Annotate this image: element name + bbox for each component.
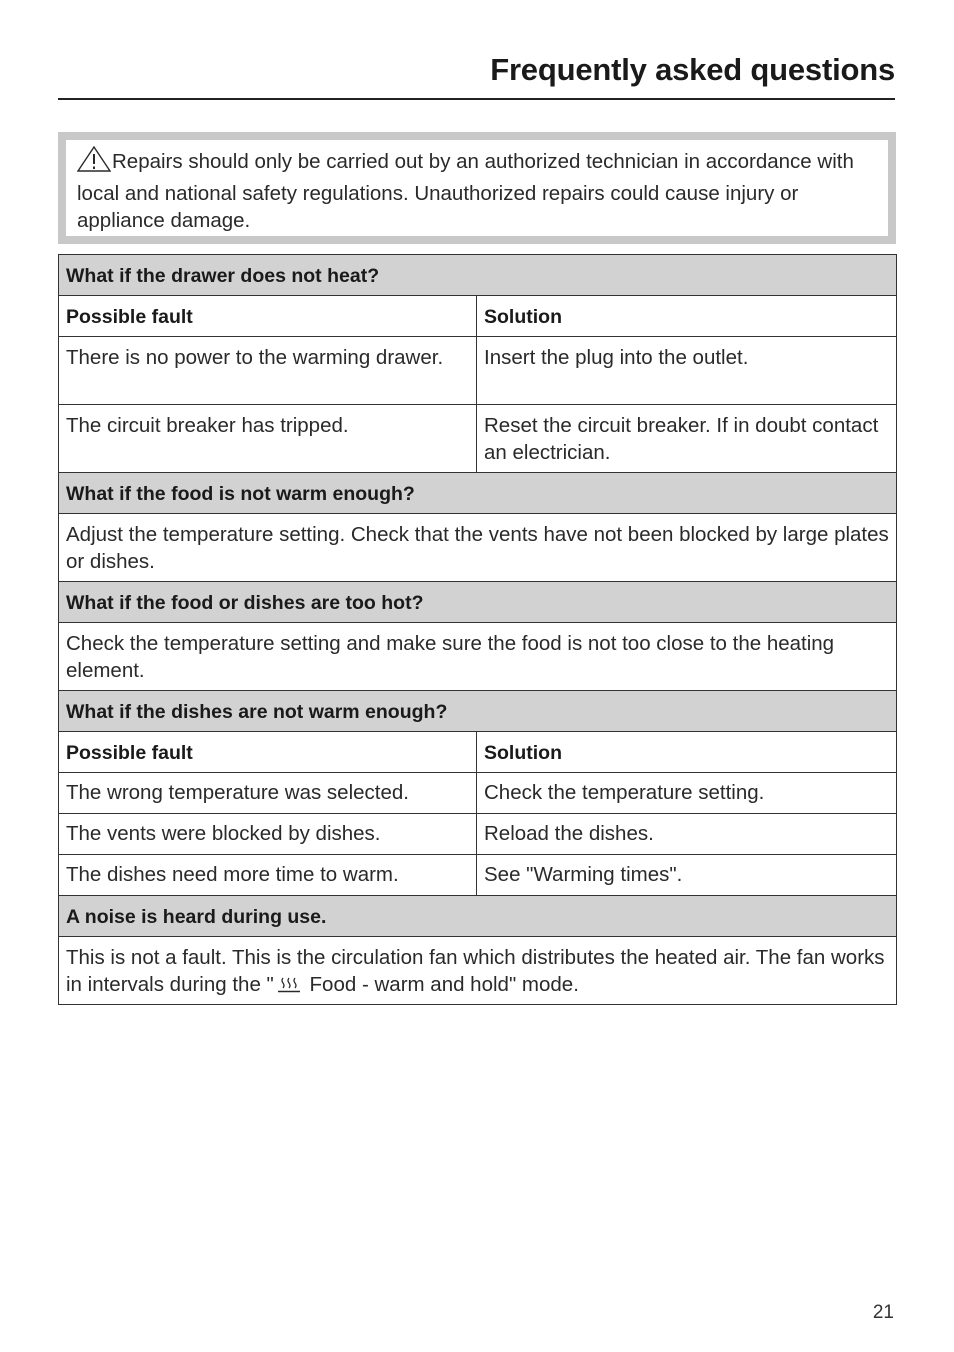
fault-cell: The wrong temperature was selected. [59,773,477,814]
column-header-solution: Solution [477,296,897,337]
fault-cell: The dishes need more time to warm. [59,855,477,896]
warning-text: Repairs should only be carried out by an authorized technician in accordance with local and national safety regulations. Unauthorized repairs could cause injury or appliance damage. [77,150,854,232]
table-row [59,814,897,855]
section-text: Check the temperature setting and make sure the food is not too close to the heating element. [59,623,897,691]
section-title-dishes-not-warm: What if the dishes are not warm enough? [59,691,897,732]
section-header [59,582,897,623]
solution-cell: Check the temperature setting. [477,773,897,814]
column-header-row [59,732,897,773]
warning-text-container [66,140,888,236]
column-header-fault: Possible fault [59,732,477,773]
table-row [59,937,897,1005]
solution-cell: Insert the plug into the outlet. [477,337,897,405]
table-row [59,623,897,691]
table-row [59,405,897,473]
faq-table [58,254,897,1005]
warning-triangle-icon [77,146,111,180]
fault-cell: The circuit breaker has tripped. [59,405,477,473]
fault-cell: The vents were blocked by dishes. [59,814,477,855]
section-text [59,937,897,1005]
column-header-row [59,296,897,337]
solution-cell: See "Warming times". [477,855,897,896]
table-row [59,855,897,896]
section-title-noise: A noise is heard during use. [59,896,897,937]
section-header [59,473,897,514]
section-header [59,896,897,937]
page-number: 21 [872,1302,894,1323]
warning-box [58,132,896,244]
fault-cell: There is no power to the warming drawer. [59,337,477,405]
column-header-solution: Solution [477,732,897,773]
column-header-fault: Possible fault [59,296,477,337]
section-header [59,255,897,296]
page-title: Frequently asked questions [490,52,895,87]
table-row [59,514,897,582]
solution-cell: Reload the dishes. [477,814,897,855]
solution-cell: Reset the circuit breaker. If in doubt contact an electrician. [477,405,897,473]
section-title-too-hot: What if the food or dishes are too hot? [59,582,897,623]
section-header [59,691,897,732]
noise-text-after: Food - warm and hold" mode. [303,973,579,996]
section-text: Adjust the temperature setting. Check that the vents have not been blocked by large plates or dishes. [59,514,897,582]
table-row [59,337,897,405]
section-title-food-not-warm: What if the food is not warm enough? [59,473,897,514]
noise-text-before: This is not a fault. This is the circulation fan which distributes the heated air. The fan works in intervals during the " [66,946,885,996]
section-title-drawer-not-heat: What if the drawer does not heat? [59,255,897,296]
table-row [59,773,897,814]
title-divider [58,98,895,100]
food-warm-hold-icon [276,974,302,1001]
